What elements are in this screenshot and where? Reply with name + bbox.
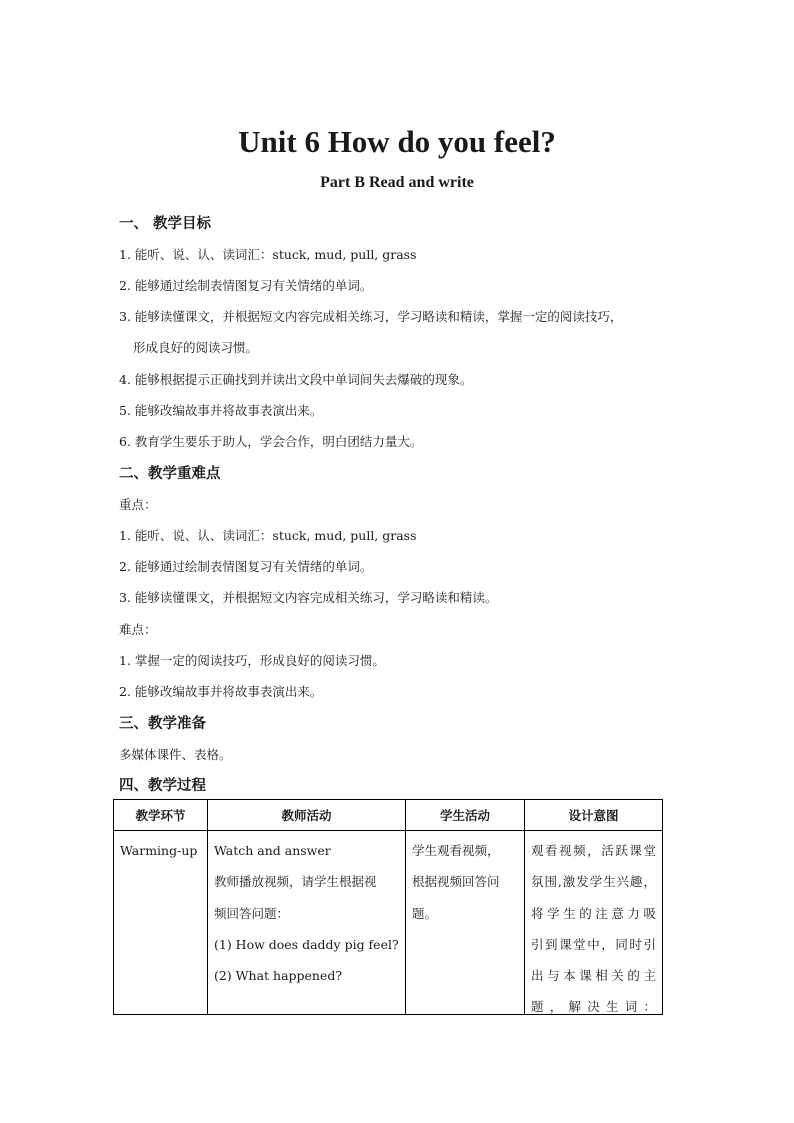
objective-item: 6. 教育学生要乐于助人，学会合作，明白团结力量大。 [119,434,423,449]
table-header: 学生活动 [406,800,525,831]
design-purpose-line: 出与本课相关的主 [531,968,656,984]
stage-cell [114,831,208,1015]
key-point-item: 1. 能听、说、认、读词汇：stuck, mud, pull, grass [119,528,417,543]
table-header: 教学环节 [114,800,208,831]
difficult-points-label: 难点： [119,622,157,637]
section-heading-objectives: 一、 教学目标 [119,215,212,232]
teacher-activity-cell [208,831,406,1015]
student-activity-cell [406,831,525,1015]
objective-item: 4. 能够根据提示正确找到并读出文段中单词间失去爆破的现象。 [119,372,473,387]
document-title: Unit 6 How do you feel? [238,124,556,159]
section-heading-process: 四、教学过程 [119,777,206,794]
design-purpose-line: 引到课堂中，同时引 [531,936,656,952]
design-purpose-cell [525,831,663,1015]
section-heading-key-points: 二、教学重难点 [119,465,221,482]
objective-item: 5. 能够改编故事并将故事表演出来。 [119,403,323,418]
preparation-text: 多媒体课件、表格。 [119,747,232,762]
design-purpose-line: 题，解决生词： [531,999,656,1015]
teacher-activity-line: (2) What happened? [214,968,343,984]
table-row [114,831,663,1015]
objective-item: 2. 能够通过绘制表情图复习有关情绪的单词。 [119,278,373,293]
objective-item: 1. 能听、说、认、读词汇：stuck, mud, pull, grass [119,247,417,262]
key-point-item: 2. 能够通过绘制表情图复习有关情绪的单词。 [119,559,373,574]
student-activity-line: 学生观看视频， [412,843,500,858]
stage-text: Warming-up [120,843,198,858]
teaching-process-table [113,799,663,1015]
student-activity-line: 根据视频回答问 [412,874,500,890]
teacher-activity-line: 教师播放视频，请学生根据视 [214,874,377,890]
key-point-item: 3. 能够读懂课文，并根据短文内容完成相关练习，学习略读和精读。 [119,590,498,605]
difficult-point-item: 2. 能够改编故事并将故事表演出来。 [119,684,323,699]
table-header-row [114,800,663,831]
teacher-activity-line: Watch and answer [214,843,331,858]
key-points-label: 重点： [119,497,157,512]
teacher-activity-line: (1) How does daddy pig feel? [214,936,399,952]
section-heading-preparation: 三、教学准备 [119,715,206,732]
document-subtitle: Part B Read and write [320,174,474,191]
design-purpose-line: 将学生的注意力吸 [531,905,656,921]
design-purpose-line: 观看视频，活跃课堂 [531,843,656,858]
table-header: 设计意图 [525,800,663,831]
objective-item-continued: 形成良好的阅读习惯。 [133,340,259,355]
teacher-activity-line: 频回答问题： [214,905,290,921]
objective-item: 3. 能够读懂课文，并根据短文内容完成相关练习，学习略读和精读，掌握一定的阅读技巧， [119,309,623,324]
difficult-point-item: 1. 掌握一定的阅读技巧，形成良好的阅读习惯。 [119,653,385,668]
student-activity-line: 题。 [412,905,438,921]
table-header: 教师活动 [208,800,406,831]
design-purpose-line: 氛围,激发学生兴趣， [531,874,656,890]
